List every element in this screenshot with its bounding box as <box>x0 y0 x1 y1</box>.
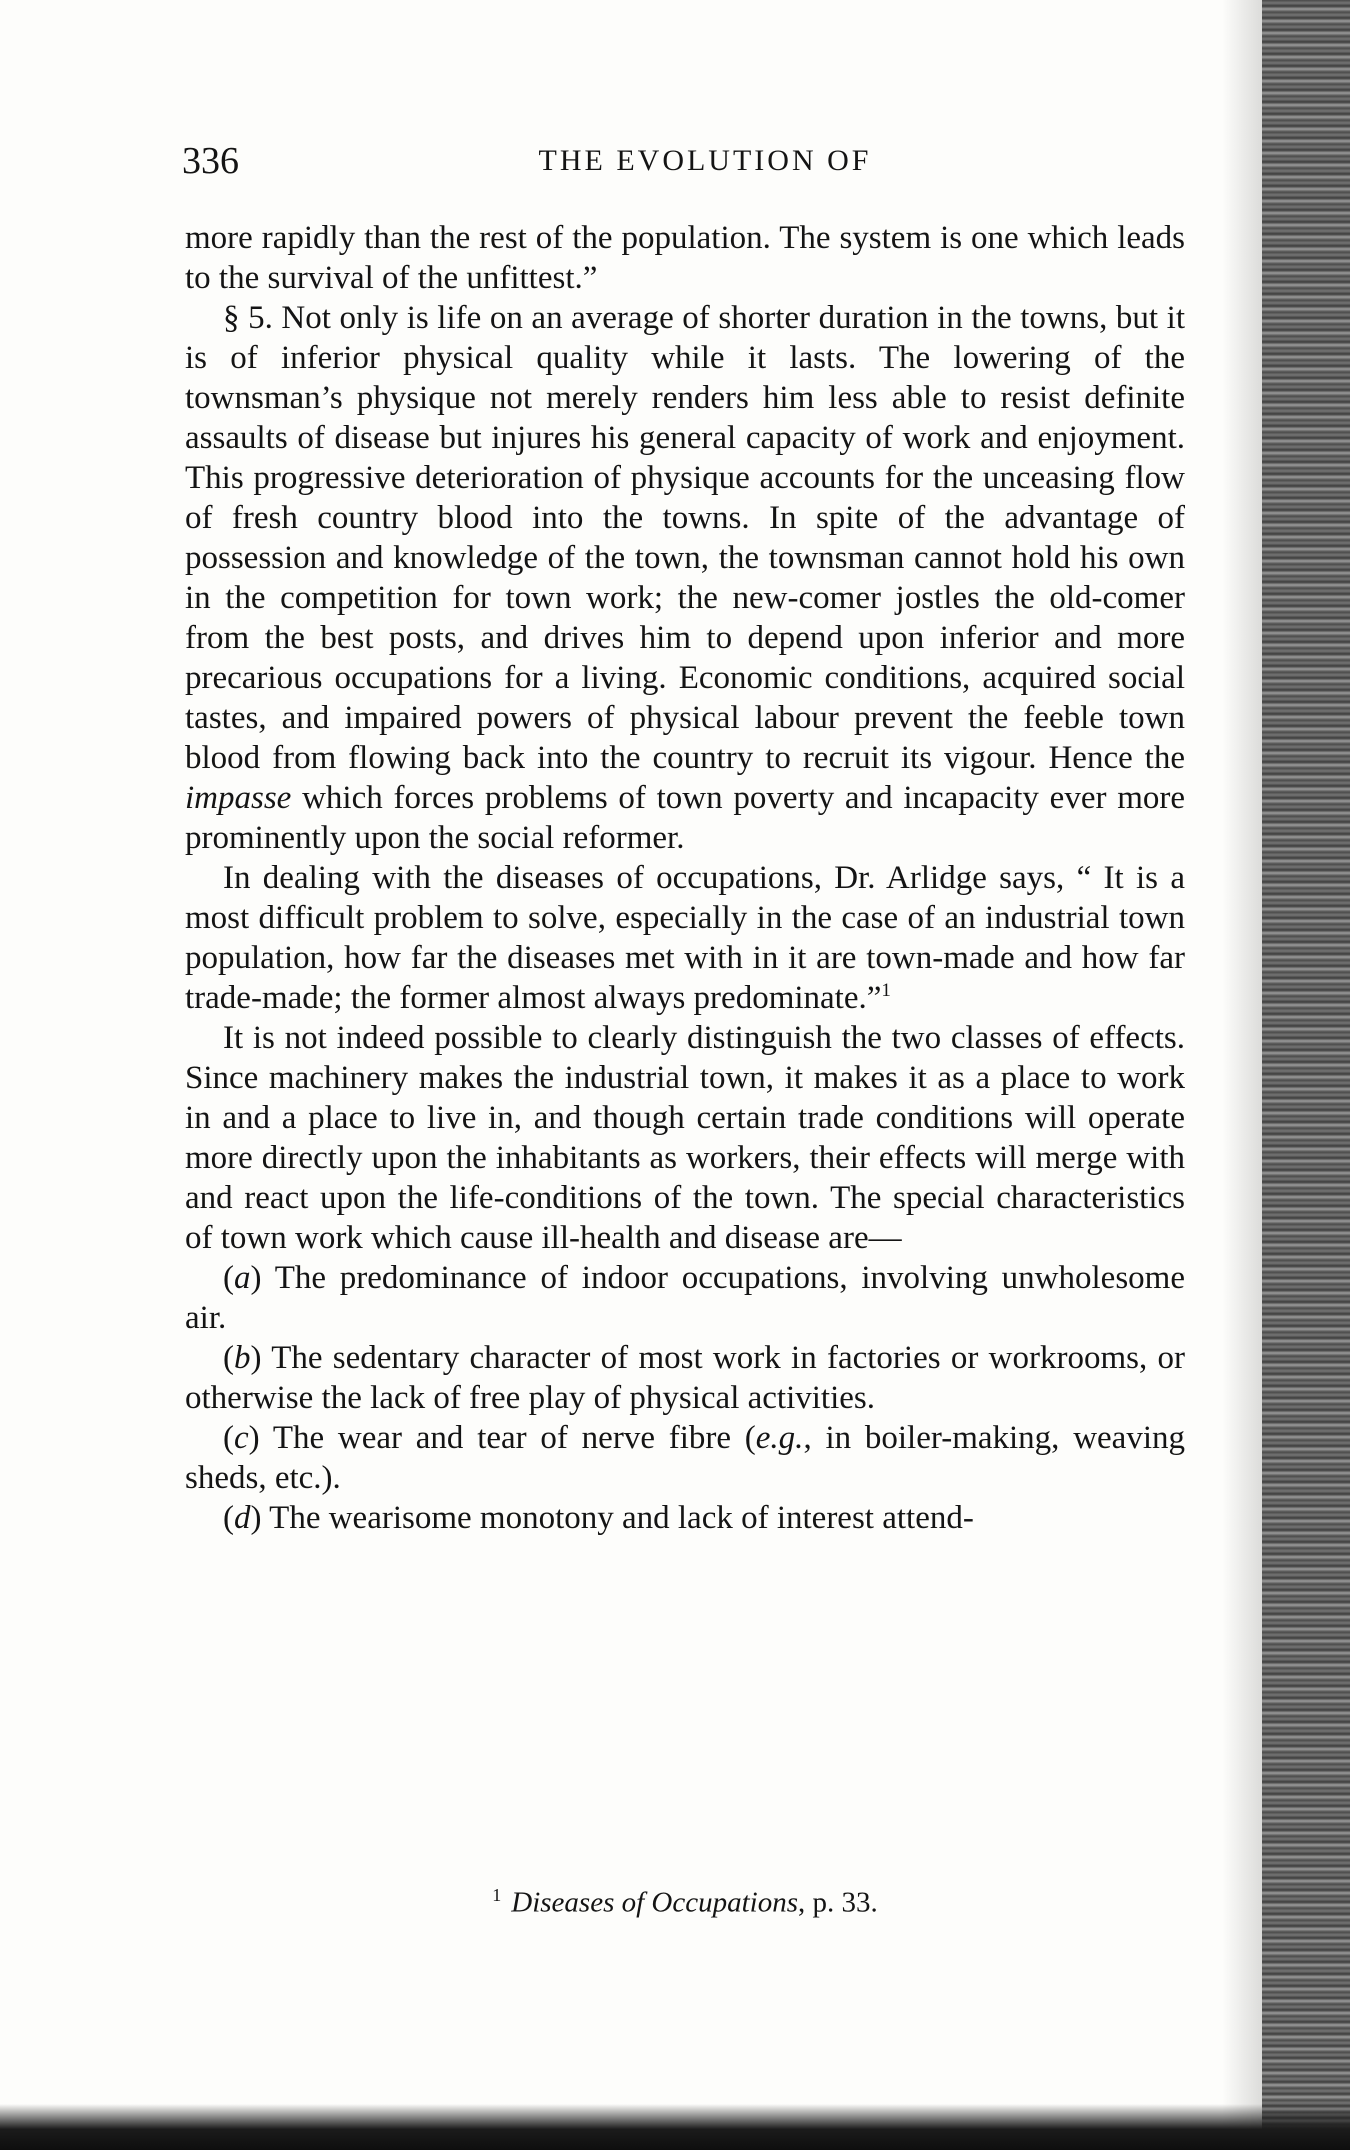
paragraph-1: more rapidly than the rest of the population. The system is one which leads to the survival of the unfittest.” <box>185 220 1185 296</box>
list-text-c-1: The wear and tear of nerve fibre ( <box>272 1420 756 1456</box>
list-label-b: b <box>234 1340 251 1376</box>
body-text <box>185 218 1185 1538</box>
page-edge-shadow <box>1262 0 1350 2150</box>
list-text-c-2: , in boiler-making, weaving sheds, etc.). <box>185 1420 1185 1496</box>
list-text-d: The wearisome monotony and lack of interest attend- <box>269 1500 974 1536</box>
list-label-a: a <box>234 1260 251 1296</box>
footnote-title: Diseases of Occupations <box>511 1886 798 1919</box>
paragraph-4: It is not indeed possible to clearly distinguish the two classes of effects. Since machinery makes the industrial town, it makes it as a place to work in and a place to live in, and though certain trade conditions will operate more directly upon the inhabitants as workers, their effects will merge with and react upon the life-conditions of the town. The special characteristics of town work which cause ill-health and disease are— <box>185 1020 1185 1256</box>
paragraph-2-end: which forces problems of town poverty and incapacity ever more prominently upon the social reformer. <box>185 780 1186 856</box>
list-label-d: d <box>234 1500 251 1536</box>
list-label-c: c <box>234 1420 249 1456</box>
paragraph-2-italic-term: impasse <box>185 780 292 816</box>
list-item-a: (a) The predominance of indoor occupations, involving unwholesome air. <box>185 1260 1185 1336</box>
list-text-b: The sedentary character of most work in factories or workrooms, or otherwise the lack of free play of physical activities. <box>185 1340 1185 1416</box>
page-edge-fade <box>1222 0 1262 2150</box>
list-item-c: (c) The wear and tear of nerve fibre (e.g., in boiler-making, weaving sheds, etc.). <box>185 1420 1185 1496</box>
list-item-d: (d) The wearisome monotony and lack of interest attend- <box>223 1500 974 1536</box>
footnote-page-ref: , p. 33. <box>798 1886 878 1919</box>
footnote-mark: 1 <box>492 1885 502 1905</box>
list-text-a: The predominance of indoor occupations, involving unwholesome air. <box>185 1260 1185 1336</box>
list-italic-c: e.g. <box>755 1420 804 1456</box>
paragraph-2 <box>185 298 1185 858</box>
page-number: 336 <box>182 140 239 182</box>
footnote <box>185 1875 1185 1923</box>
paragraph-2-text: § 5. Not only is life on an average of shorter duration in the towns, but it is of inferior physical quality while it lasts. The lowering of the townsman’s physique not merely renders him less able to resist definite assaults of disease but injures his general capacity of work and enjoyment. This progressive deterioration of physique accounts for the unceasing flow of fresh country blood into the towns. In spite of the advantage of possession and knowledge of the town, the townsman cannot hold his own in the competition for town work; the new-comer jostles the old-comer from the best posts, and drives him to depend upon inferior and more precarious occupations for a living. Economic conditions, acquired social tastes, and impaired powers of physical labour prevent the feeble town blood from flowing back into the country to recruit its vigour. Hence the <box>185 300 1185 776</box>
paragraph-3 <box>185 858 1185 1018</box>
list-item-b: (b) The sedentary character of most work in factories or workrooms, or otherwise the lack of free play of physical activities. <box>185 1340 1185 1416</box>
footnote-reference: 1 <box>881 980 891 1001</box>
paragraph-3-text: In dealing with the diseases of occupations, Dr. Arlidge says, “ It is a most difficult problem to solve, especially in the case of an industrial town population, how far the diseases met with in it are town-made and how far trade-made; the former almost always predominate.” <box>185 860 1185 1016</box>
page-header <box>180 136 1190 186</box>
running-title: THE EVOLUTION OF <box>538 144 872 177</box>
page-bottom-shadow <box>0 2104 1350 2150</box>
